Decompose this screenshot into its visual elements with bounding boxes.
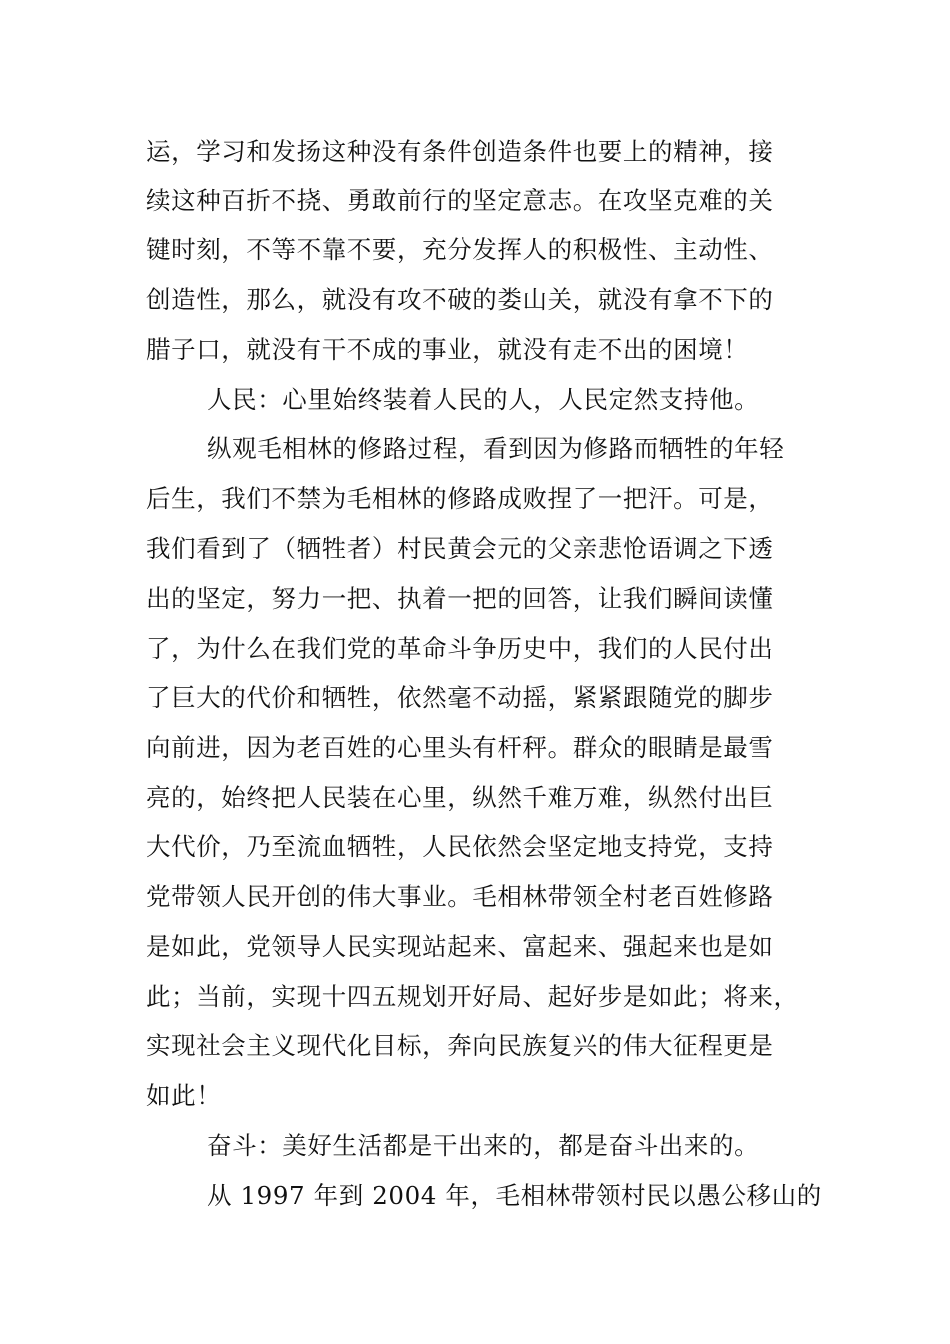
text-line: 实现社会主义现代化目标，奔向民族复兴的伟大征程更是: [146, 1031, 774, 1060]
section-heading: 人民：心里始终装着人民的人，人民定然支持他。: [207, 385, 760, 414]
text-line: 出的坚定，努力一把、执着一把的回答，让我们瞬间读懂: [146, 584, 774, 613]
section-heading: 奋斗：美好生活都是干出来的，都是奋斗出来的。: [207, 1131, 760, 1160]
text-line: 腊子口，就没有干不成的事业，就没有走不出的困境！: [146, 335, 749, 364]
text-line: 续这种百折不挠、勇敢前行的坚定意志。在攻坚克难的关: [146, 186, 774, 215]
text-line: 创造性，那么，就没有攻不破的娄山关，就没有拿不下的: [146, 285, 774, 314]
text-line: 了巨大的代价和牺牲，依然毫不动摇，紧紧跟随党的脚步: [146, 683, 774, 712]
paragraph-start: 纵观毛相林的修路过程，看到因为修路而牺牲的年轻: [207, 434, 785, 463]
text-line: 了，为什么在我们党的革命斗争历史中，我们的人民付出: [146, 634, 774, 663]
text-line: 后生，我们不禁为毛相林的修路成败捏了一把汗。可是，: [146, 484, 774, 513]
text-line: 向前进，因为老百姓的心里头有杆秤。群众的眼睛是最雪: [146, 733, 774, 762]
text-line: 党带领人民开创的伟大事业。毛相林带领全村老百姓修路: [146, 882, 774, 911]
text-line: 运，学习和发扬这种没有条件创造条件也要上的精神，接: [146, 137, 774, 166]
text-line: 我们看到了（牺牲者）村民黄会元的父亲悲怆语调之下透: [146, 534, 774, 563]
text-line: 亮的，始终把人民装在心里，纵然千难万难，纵然付出巨: [146, 783, 774, 812]
text-line: 如此！: [146, 1081, 222, 1110]
text-line: 大代价，乃至流血牺牲，人民依然会坚定地支持党，支持: [146, 832, 774, 861]
paragraph-start: 从 1997 年到 2004 年，毛相林带领村民以愚公移山的: [207, 1181, 822, 1210]
text-line: 是如此，党领导人民实现站起来、富起来、强起来也是如: [146, 932, 774, 961]
text-line: 此；当前，实现十四五规划开好局、起好步是如此；将来，: [146, 982, 799, 1011]
text-line: 键时刻，不等不靠不要，充分发挥人的积极性、主动性、: [146, 235, 774, 264]
